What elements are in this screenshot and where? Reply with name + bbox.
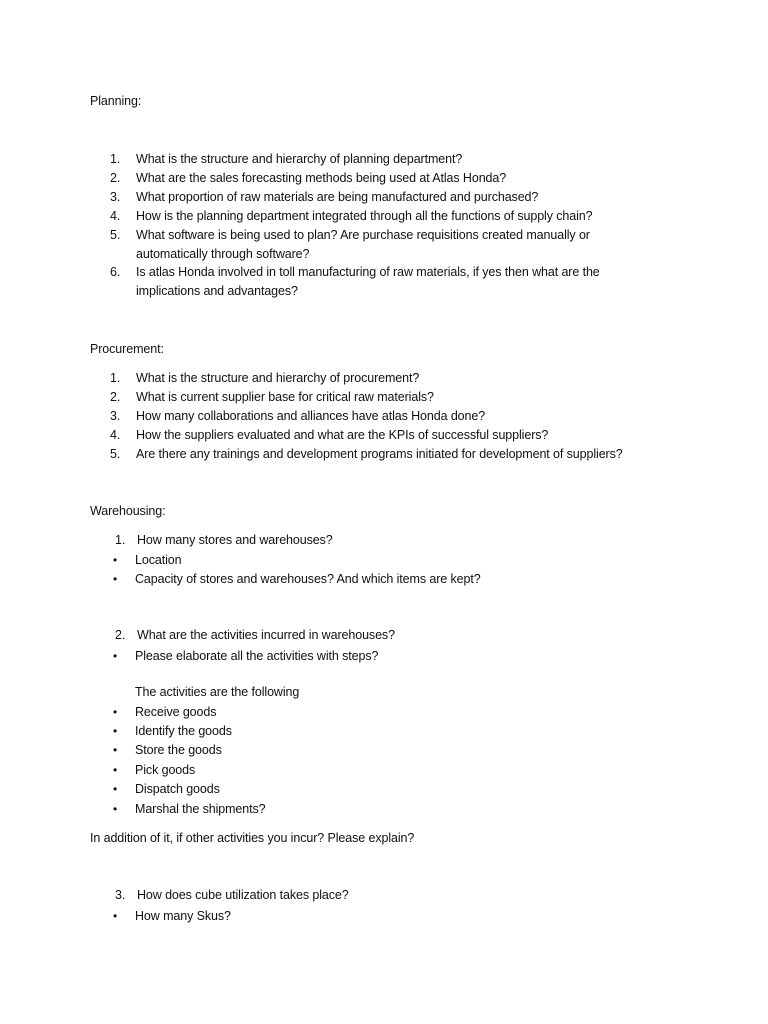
list-number: 1. — [110, 152, 121, 166]
procurement-item-4 — [110, 426, 670, 445]
bullet-text: Please elaborate all the activities with steps? — [135, 649, 379, 663]
list-text: What is the structure and hierarchy of procurement? — [136, 371, 420, 385]
warehousing-question-3 — [115, 888, 349, 902]
list-number: 1. — [110, 371, 121, 385]
list-text: What is the structure and hierarchy of planning department? — [136, 152, 463, 166]
bullet-icon: • — [113, 705, 118, 719]
list-text: How many stores and warehouses? — [137, 533, 333, 547]
bullet-text: Pick goods — [135, 763, 196, 777]
procurement-item-1 — [110, 369, 670, 388]
activity-item-2 — [113, 722, 232, 741]
activity-item-6 — [113, 800, 266, 819]
activity-item-1 — [113, 703, 216, 722]
list-text: Are there any trainings and development programs initiated for development of suppliers? — [136, 447, 623, 461]
list-text: What are the sales forecasting methods being used at Atlas Honda? — [136, 171, 507, 185]
bullet-icon: • — [113, 553, 118, 567]
procurement-item-2 — [110, 388, 670, 407]
warehousing-q1-bullet-2 — [113, 570, 481, 589]
list-text: What proportion of raw materials are being manufactured and purchased? — [136, 190, 539, 204]
planning-item-6 — [110, 263, 630, 301]
bullet-icon: • — [113, 743, 118, 757]
list-number: 4. — [110, 428, 121, 442]
procurement-heading: Procurement: — [90, 342, 164, 356]
list-text: What is current supplier base for critical raw materials? — [136, 390, 434, 404]
warehousing-heading: Warehousing: — [90, 504, 166, 518]
warehousing-q1-bullet-1 — [113, 551, 181, 570]
planning-item-3 — [110, 188, 670, 207]
list-text: What are the activities incurred in warehouses? — [137, 628, 395, 642]
planning-item-5 — [110, 226, 610, 264]
list-number: 2. — [110, 390, 121, 404]
list-text: How the suppliers evaluated and what are the KPIs of successful suppliers? — [136, 428, 549, 442]
planning-heading: Planning: — [90, 94, 142, 108]
warehousing-question-2 — [115, 628, 395, 642]
bullet-text: Identify the goods — [135, 724, 232, 738]
list-text: What software is being used to plan? Are purchase requisitions created manually or automatically through software? — [136, 228, 590, 261]
bullet-text: How many Skus? — [135, 909, 231, 923]
bullet-icon: • — [113, 782, 118, 796]
planning-item-1 — [110, 150, 670, 169]
list-number: 3. — [110, 409, 121, 423]
list-text: How is the planning department integrated through all the functions of supply chain? — [136, 209, 593, 223]
list-number: 5. — [110, 228, 121, 242]
procurement-item-3 — [110, 407, 670, 426]
list-text: How does cube utilization takes place? — [137, 888, 349, 902]
list-number: 2. — [110, 171, 121, 185]
planning-item-2 — [110, 169, 670, 188]
bullet-text: Store the goods — [135, 743, 222, 757]
list-number: 3. — [110, 190, 121, 204]
bullet-icon: • — [113, 649, 118, 663]
activity-item-3 — [113, 741, 222, 760]
planning-item-4 — [110, 207, 670, 226]
list-number: 3. — [115, 888, 126, 902]
addition-note: In addition of it, if other activities you incur? Please explain? — [90, 831, 415, 845]
warehousing-q3-bullet-1 — [113, 907, 231, 926]
bullet-text: Marshal the shipments? — [135, 802, 266, 816]
bullet-icon: • — [113, 802, 118, 816]
activity-item-5 — [113, 780, 220, 799]
warehousing-q2-bullet-1 — [113, 647, 378, 666]
bullet-text: Capacity of stores and warehouses? And which items are kept? — [135, 572, 481, 586]
list-number: 1. — [115, 533, 126, 547]
bullet-text: Location — [135, 553, 182, 567]
activity-item-4 — [113, 761, 195, 780]
list-number: 5. — [110, 447, 121, 461]
list-text: How many collaborations and alliances have atlas Honda done? — [136, 409, 486, 423]
activities-intro: The activities are the following — [135, 685, 300, 699]
bullet-icon: • — [113, 724, 118, 738]
procurement-item-5 — [110, 445, 690, 464]
bullet-text: Dispatch goods — [135, 782, 220, 796]
list-number: 2. — [115, 628, 126, 642]
list-number: 4. — [110, 209, 121, 223]
list-text: Is atlas Honda involved in toll manufacturing of raw materials, if yes then what are the implications and advantages? — [136, 265, 600, 298]
bullet-icon: • — [113, 572, 118, 586]
bullet-text: Receive goods — [135, 705, 217, 719]
warehousing-question-1 — [115, 533, 333, 547]
bullet-icon: • — [113, 909, 118, 923]
bullet-icon: • — [113, 763, 118, 777]
list-number: 6. — [110, 265, 121, 279]
